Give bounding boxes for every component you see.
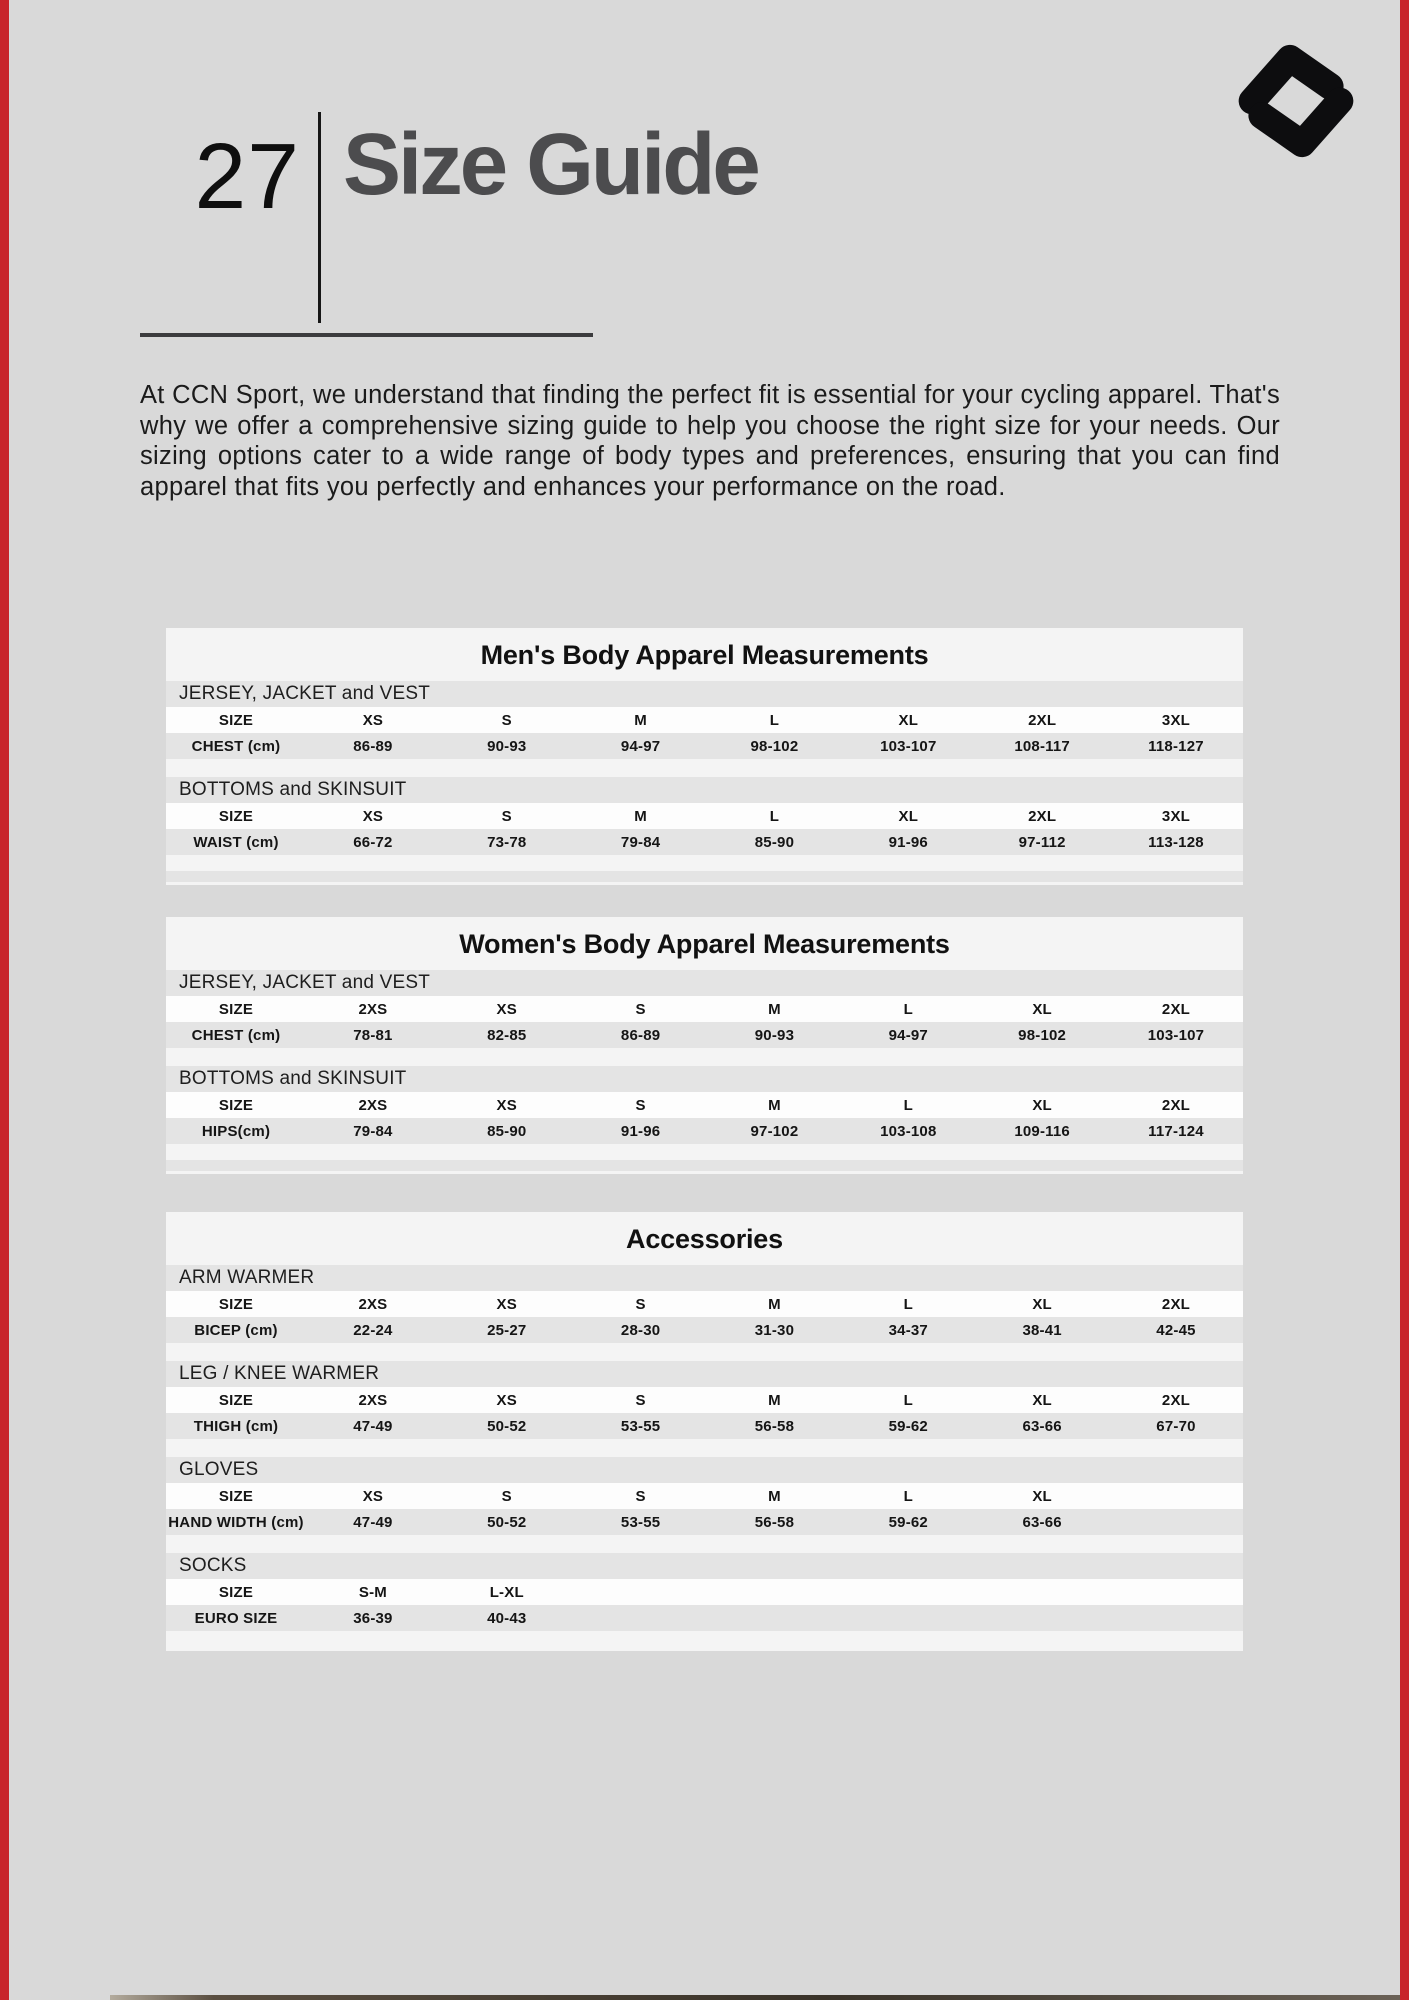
value-cell: 97-102 [750,1122,799,1140]
value-cell: XL [1032,1000,1052,1018]
card-end-strip [166,871,1243,882]
size-row [166,1092,1243,1118]
value-cell: M [768,1295,781,1313]
value-cell: 59-62 [888,1417,928,1435]
row-label-cell: SIZE [218,1295,254,1313]
measurement-table-card [166,917,1243,1174]
size-row [166,1579,1243,1605]
row-label-cell: SIZE [218,711,254,729]
row-label-cell: SIZE [218,1391,254,1409]
measurement-row [166,1022,1243,1048]
value-cell: XL [1032,1295,1052,1313]
measurement-row [166,1605,1243,1631]
value-cell: L [903,1295,913,1313]
value-cell: S-M [358,1583,387,1601]
size-row [166,1483,1243,1509]
value-cell: 2XL [1161,1000,1191,1018]
section-spacer [166,759,1243,777]
value-cell: S [635,1295,646,1313]
section-spacer [166,1535,1243,1553]
value-cell: 85-90 [754,833,795,851]
table-title: Men's Body Apparel Measurements [480,640,929,670]
value-cell: S [635,1487,646,1505]
value-cell: 28-30 [620,1321,661,1339]
value-cell: L-XL [489,1583,524,1601]
value-cell: 47-49 [353,1513,393,1531]
section-spacer [166,1343,1243,1361]
value-cell: 90-93 [754,1026,795,1044]
value-cell: M [768,1391,781,1409]
value-cell: 86-89 [620,1026,661,1044]
measurement-row [166,733,1243,759]
value-cell: L [903,1096,913,1114]
value-cell: XL [1032,1391,1052,1409]
section-spacer [166,1048,1243,1066]
value-cell: 2XL [1028,711,1057,729]
right-red-edge-bar [1400,0,1409,2000]
value-cell: 66-72 [353,833,393,851]
value-cell: S [635,1391,646,1409]
left-red-edge-bar [0,0,9,2000]
value-cell: 73-78 [487,833,527,851]
ccn-sport-logo-icon [1233,40,1359,162]
value-cell: S [635,1096,646,1114]
row-label-cell: HAND WIDTH (cm) [168,1513,304,1531]
value-cell: L [769,807,780,825]
size-row [166,803,1243,829]
value-cell: 79-84 [620,833,661,851]
table-section-header: GLOVES [166,1457,1243,1483]
value-cell: 109-116 [1014,1122,1070,1140]
value-cell: 63-66 [1022,1417,1062,1435]
value-cell: 50-52 [487,1513,527,1531]
value-cell: L [903,1000,913,1018]
value-cell: 2XS [358,1391,388,1409]
value-cell: L [903,1487,913,1505]
page-title: Size Guide [343,116,758,213]
row-label-cell: CHEST (cm) [191,737,281,755]
value-cell: 42-45 [1156,1321,1196,1339]
table-section-header: SOCKS [166,1553,1243,1579]
value-cell: 38-41 [1022,1321,1062,1339]
value-cell: XL [1032,1487,1052,1505]
table-title: Accessories [626,1224,783,1254]
value-cell: XS [496,1391,517,1409]
row-label-cell: CHEST (cm) [191,1026,281,1044]
table-section-header: ARM WARMER [166,1265,1243,1291]
measurement-table-card [166,628,1243,885]
value-cell: 67-70 [1156,1417,1196,1435]
row-label-cell: SIZE [218,1096,254,1114]
row-label-cell: WAIST (cm) [193,833,279,851]
value-cell: XL [898,711,919,729]
size-row [166,1291,1243,1317]
value-cell: 3XL [1161,711,1191,729]
header-divider-line [318,112,321,323]
value-cell: XS [362,711,384,729]
value-cell: 103-107 [1147,1026,1205,1044]
value-cell: 50-52 [487,1417,527,1435]
value-cell: M [768,1096,781,1114]
intro-paragraph: At CCN Sport, we understand that finding the perfect fit is essential for your cycling apparel. That's why we offer a comprehensive sizing guide to help you choose the right size for your needs. Our sizing options cater to a wide range of body types and preferences, ensuring that you can find apparel that fits you perfectly and enhances your performance on the road. [140,381,1280,501]
value-cell: 90-93 [487,737,527,755]
section-spacer [166,1439,1243,1457]
value-cell: 56-58 [754,1417,795,1435]
measurement-row [166,1509,1243,1535]
measurement-row [166,1317,1243,1343]
value-cell: M [634,807,647,825]
row-label-cell: SIZE [218,1583,254,1601]
value-cell: 91-96 [888,833,928,851]
value-cell: 22-24 [353,1321,393,1339]
table-section-header: LEG / KNEE WARMER [166,1361,1243,1387]
measurement-row [166,829,1243,855]
value-cell: 113-128 [1148,833,1204,851]
value-cell: 56-58 [754,1513,795,1531]
size-row [166,996,1243,1022]
value-cell: M [768,1487,781,1505]
value-cell: XS [362,1487,384,1505]
value-cell: 91-96 [620,1122,661,1140]
size-row [166,707,1243,733]
value-cell: 97-112 [1018,833,1066,851]
row-label-cell: SIZE [218,807,254,825]
value-cell: M [634,711,647,729]
value-cell: 79-84 [353,1122,393,1140]
value-cell: 2XL [1028,807,1057,825]
value-cell: L [903,1391,913,1409]
value-cell: 2XL [1161,1391,1191,1409]
value-cell: S [501,807,512,825]
table-section-header: BOTTOMS and SKINSUIT [166,1066,1243,1092]
value-cell: 86-89 [353,737,393,755]
row-label-cell: HIPS(cm) [201,1122,271,1140]
value-cell: 103-107 [880,737,937,755]
value-cell: 59-62 [888,1513,928,1531]
value-cell: 2XS [358,1096,388,1114]
value-cell: 34-37 [888,1321,928,1339]
value-cell: 78-81 [353,1026,393,1044]
value-cell: S [501,1487,512,1505]
table-section-header: JERSEY, JACKET and VEST [166,681,1243,707]
value-cell: 2XL [1161,1096,1191,1114]
row-label-cell: BICEP (cm) [194,1321,278,1339]
value-cell: 47-49 [353,1417,393,1435]
value-cell: 85-90 [487,1122,527,1140]
value-cell: 25-27 [487,1321,527,1339]
value-cell: XS [496,1000,517,1018]
value-cell: XS [362,807,384,825]
value-cell: 2XS [358,1000,388,1018]
value-cell: 82-85 [487,1026,527,1044]
value-cell: XS [496,1096,517,1114]
value-cell: 98-102 [750,737,799,755]
value-cell: 63-66 [1022,1513,1062,1531]
value-cell: XL [1032,1096,1052,1114]
value-cell: 118-127 [1148,737,1204,755]
value-cell: 2XL [1161,1295,1191,1313]
table-section-header: JERSEY, JACKET and VEST [166,970,1243,996]
value-cell: 53-55 [620,1417,661,1435]
measurement-row [166,1118,1243,1144]
table-section-header: BOTTOMS and SKINSUIT [166,777,1243,803]
value-cell: XS [496,1295,517,1313]
value-cell: 98-102 [1018,1026,1067,1044]
bottom-dark-bar [110,1995,1409,2000]
value-cell: M [768,1000,781,1018]
header-underline [140,333,593,337]
measurement-row [166,1413,1243,1439]
row-label-cell: SIZE [218,1000,254,1018]
value-cell: S [635,1000,646,1018]
value-cell: 103-108 [880,1122,937,1140]
value-cell: 53-55 [620,1513,661,1531]
table-title: Women's Body Apparel Measurements [459,929,950,959]
page-number: 27 [194,124,300,228]
value-cell: 94-97 [888,1026,928,1044]
value-cell: 117-124 [1148,1122,1204,1140]
value-cell: 94-97 [620,737,661,755]
value-cell: L [769,711,780,729]
measurement-table-card [166,1212,1243,1651]
size-row [166,1387,1243,1413]
value-cell: 108-117 [1014,737,1070,755]
value-cell: 40-43 [487,1609,527,1627]
row-label-cell: SIZE [218,1487,254,1505]
value-cell: 31-30 [754,1321,795,1339]
card-end-strip [166,1160,1243,1171]
value-cell: 2XS [358,1295,388,1313]
value-cell: 36-39 [353,1609,393,1627]
row-label-cell: EURO SIZE [194,1609,278,1627]
value-cell: 3XL [1161,807,1191,825]
value-cell: S [501,711,512,729]
value-cell: XL [898,807,919,825]
row-label-cell: THIGH (cm) [193,1417,279,1435]
